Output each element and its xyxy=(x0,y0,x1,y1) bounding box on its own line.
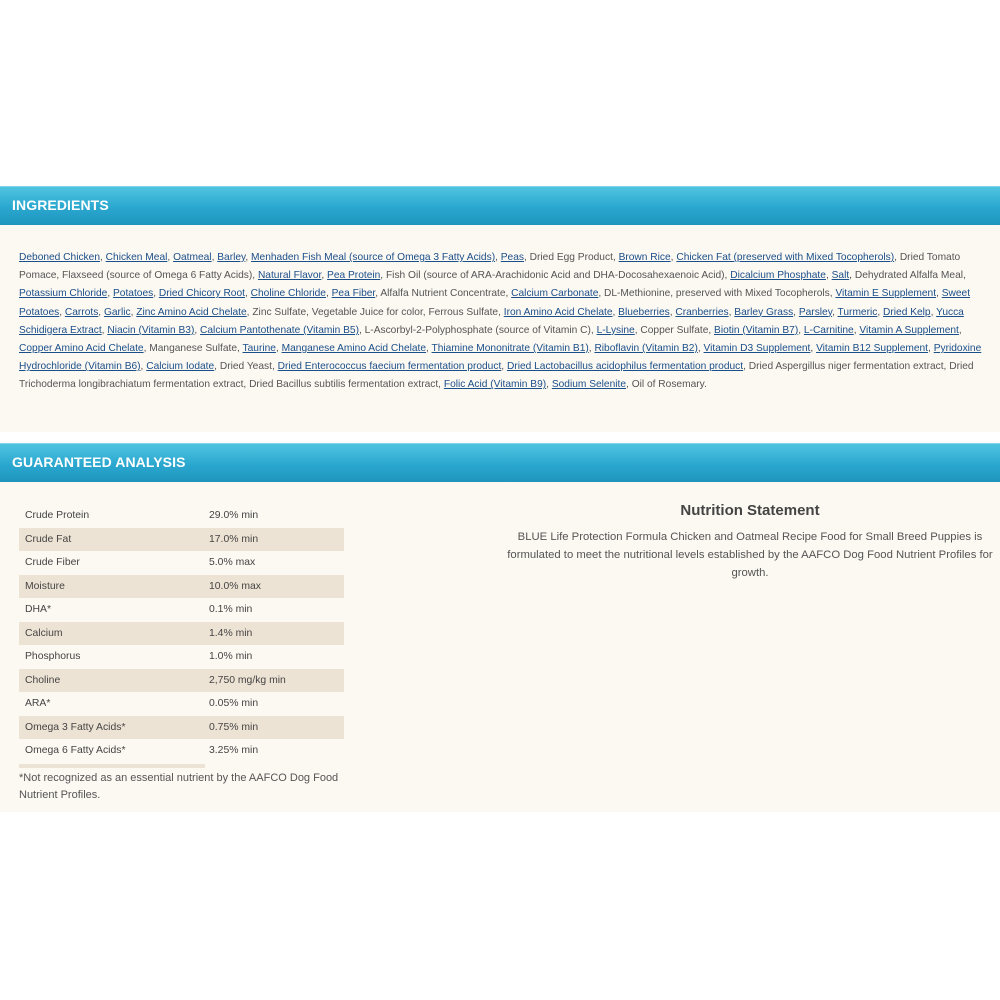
ingredient-link[interactable]: L-Lysine xyxy=(596,324,635,336)
nutrient-value: 0.75% min xyxy=(209,716,344,740)
table-row xyxy=(19,645,344,669)
table-row xyxy=(19,551,344,575)
guaranteed-analysis-header xyxy=(0,443,1000,482)
ingredient-link[interactable]: Zinc Amino Acid Chelate xyxy=(136,306,247,318)
nutrient-value: 3.25% min xyxy=(209,745,259,757)
nutrient-name: DHA* xyxy=(25,604,51,616)
ingredient-link[interactable]: Vitamin E Supplement xyxy=(835,288,937,300)
ingredient-link[interactable]: Salt xyxy=(831,270,850,282)
ingredient-text: , xyxy=(853,324,860,336)
ingredient-link[interactable]: Dicalcium Phosphate xyxy=(730,270,826,282)
ingredient-text: , xyxy=(275,343,282,355)
ingredient-link[interactable]: Chicken Fat (preserved with Mixed Tocopherols) xyxy=(676,252,895,263)
ingredient-text: , xyxy=(810,343,817,355)
ingredient-text: , xyxy=(321,270,328,282)
ingredient-link[interactable]: Dried Kelp xyxy=(883,306,931,318)
ingredient-text: , xyxy=(211,252,218,263)
ingredient-link[interactable]: Peas xyxy=(500,252,524,263)
ingredient-link[interactable]: Niacin (Vitamin B3) xyxy=(107,324,195,336)
ingredient-link[interactable]: Taurine xyxy=(242,343,276,355)
ingredient-link[interactable]: Garlic xyxy=(103,306,131,318)
ingredient-text: , Dehydrated Alfalfa Meal, xyxy=(849,270,966,282)
table-row xyxy=(19,669,344,693)
ingredient-text: , xyxy=(832,306,838,318)
nutrition-statement-title: Nutrition Statement xyxy=(680,502,820,519)
ingredient-link[interactable]: Iron Amino Acid Chelate xyxy=(503,306,613,318)
ingredient-text: , xyxy=(930,306,937,318)
ingredient-text: , xyxy=(501,361,507,373)
ingredient-link[interactable]: Vitamin B12 Supplement xyxy=(816,343,929,355)
ingredient-link[interactable]: Cranberries xyxy=(675,306,729,318)
nutrient-name: Omega 6 Fatty Acids* xyxy=(25,745,126,757)
ingredient-text: , xyxy=(728,306,735,318)
ingredient-link[interactable]: Parsley xyxy=(798,306,833,318)
ingredient-link[interactable]: Pea Protein xyxy=(327,270,381,282)
analysis-footnote: *Not recognized as an essential nutrient by the AAFCO Dog Food Nutrient Profiles. xyxy=(19,772,339,801)
ingredient-link[interactable]: Calcium Carbonate xyxy=(511,288,599,300)
nutrient-value: 2,750 mg/kg min xyxy=(209,669,344,693)
ingredient-link[interactable]: Potassium Chloride xyxy=(19,288,108,300)
ingredient-link[interactable]: Barley Grass xyxy=(734,306,794,318)
ingredient-text: , xyxy=(958,324,962,336)
ingredient-text: , xyxy=(546,379,552,391)
ingredient-text: , Alfalfa Nutrient Concentrate, xyxy=(375,288,512,300)
nutrient-value: 29.0% min xyxy=(209,510,259,522)
nutrient-value: 1.0% min xyxy=(209,651,253,663)
ingredient-text: , xyxy=(588,343,595,355)
analysis-table xyxy=(19,504,344,763)
ingredient-text: , xyxy=(101,324,108,336)
ingredient-link[interactable]: Biotin (Vitamin B7) xyxy=(714,324,799,336)
ingredient-text: , Dried Aspergillus niger fermentation extract, Dried Trichoderma longibrachiatum fermentation extract, Dried Bacillus subtilis fermentation extract, xyxy=(19,361,974,391)
ingredients-panel xyxy=(0,225,1000,432)
nutrient-name: Choline xyxy=(19,669,209,693)
ingredient-link[interactable]: L-Carnitine xyxy=(803,324,854,336)
ingredient-text: , xyxy=(697,343,704,355)
ingredient-link[interactable]: Yucca Schidigera Extract xyxy=(19,306,964,336)
ingredient-text: , xyxy=(194,324,201,336)
ingredient-link[interactable]: Chicken Meal xyxy=(105,252,168,263)
ingredient-text: , Zinc Sulfate, Vegetable Juice for color, Ferrous Sulfate, xyxy=(246,306,504,318)
ingredient-link[interactable]: Dried Lactobacillus acidophilus fermentation product xyxy=(506,361,744,373)
ingredient-text: , xyxy=(612,306,619,318)
ingredient-link[interactable]: Deboned Chicken xyxy=(19,252,100,263)
nutrient-value: 10.0% max xyxy=(209,575,344,599)
nutrient-value: 1.4% min xyxy=(209,622,344,646)
nutrient-name: Calcium xyxy=(19,622,209,646)
ingredient-text: , xyxy=(100,252,106,263)
ingredient-link[interactable]: Oatmeal xyxy=(173,252,212,263)
nutrition-statement-body: BLUE Life Protection Formula Chicken and Oatmeal Recipe Food for Small Breed Puppies is formulated to meet the nutritional levels established by the AAFCO Dog Food Nutrient Profiles for growth. xyxy=(507,531,993,579)
table-row xyxy=(19,692,344,716)
ingredient-link[interactable]: Potatoes xyxy=(113,288,154,300)
ingredient-link[interactable]: Calcium Iodate xyxy=(146,361,215,373)
ingredient-text: , Dried Yeast, xyxy=(214,361,278,373)
ingredient-text: , xyxy=(928,343,934,355)
table-row xyxy=(19,528,344,552)
ingredient-link[interactable]: Brown Rice xyxy=(618,252,671,263)
ingredient-text: , xyxy=(130,306,137,318)
ingredient-link[interactable]: Dried Enterococcus faecium fermentation product xyxy=(277,361,502,373)
ingredient-text: , xyxy=(167,252,174,263)
ingredient-link[interactable]: Manganese Amino Acid Chelate xyxy=(281,343,427,355)
nutrient-value: 0.1% min xyxy=(209,604,253,616)
ingredient-text: , Oil of Rosemary. xyxy=(626,379,707,391)
ingredients-header xyxy=(0,186,1000,225)
ingredient-link[interactable]: Pyridoxine Hydrochloride (Vitamin B6) xyxy=(19,343,982,373)
ingredient-link[interactable]: Turmeric xyxy=(837,306,878,318)
table-row xyxy=(19,716,344,740)
ingredient-link[interactable]: Riboflavin (Vitamin B2) xyxy=(594,343,698,355)
ingredient-link[interactable]: Dried Chicory Root xyxy=(158,288,245,300)
table-row xyxy=(19,622,344,646)
ingredient-text: , Copper Sulfate, xyxy=(634,324,715,336)
ingredient-link[interactable]: Sweet Potatoes xyxy=(19,288,971,318)
ingredient-link[interactable]: Folic Acid (Vitamin B9) xyxy=(443,379,547,391)
nutrient-name: Phosphorus xyxy=(25,651,81,663)
ingredient-text: , xyxy=(877,306,884,318)
ingredient-text: , xyxy=(793,306,799,318)
ingredient-text: , xyxy=(825,270,832,282)
nutrient-name: Moisture xyxy=(19,575,209,599)
ingredient-text: , DL-Methionine, preserved with Mixed Tocopherols, xyxy=(598,288,836,300)
ingredient-link[interactable]: Menhaden Fish Meal (source of Omega 3 Fatty Acids) xyxy=(251,252,496,263)
ingredient-link[interactable]: Vitamin D3 Supplement xyxy=(703,343,811,355)
ingredient-text: , L-Ascorbyl-2-Polyphosphate (source of Vitamin C), xyxy=(358,324,597,336)
ingredient-link[interactable]: Carrots xyxy=(64,306,99,318)
table-row xyxy=(19,575,344,599)
ingredient-link[interactable]: Vitamin A Supplement xyxy=(859,324,959,336)
ingredient-text: , xyxy=(107,288,114,300)
ingredient-text: , Dried Egg Product, xyxy=(524,252,619,263)
ingredient-text: , xyxy=(244,288,251,300)
nutrient-name: ARA* xyxy=(25,698,51,710)
ingredient-link[interactable]: Calcium Pantothenate (Vitamin B5) xyxy=(200,324,359,336)
table-row xyxy=(19,739,344,763)
ingredient-text: , Fish Oil (source of ARA-Arachidonic Acid and DHA-Docosahexaenoic Acid), xyxy=(380,270,731,282)
ingredient-text: , xyxy=(153,288,159,300)
guaranteed-analysis-title: GUARANTEED ANALYSIS xyxy=(12,454,186,470)
nutrient-value: 0.05% min xyxy=(209,698,259,710)
ingredient-text: , xyxy=(98,306,104,318)
ingredient-link[interactable]: Blueberries xyxy=(618,306,670,318)
nutrient-name: Crude Fiber xyxy=(25,557,80,569)
ingredient-text: , xyxy=(670,252,677,263)
nutrient-value: 5.0% max xyxy=(209,557,256,569)
nutrient-name: Omega 3 Fatty Acids* xyxy=(19,716,209,740)
nutrient-name: Crude Protein xyxy=(25,510,90,522)
ingredient-text: , xyxy=(245,252,252,263)
ingredient-text: , xyxy=(798,324,804,336)
ingredient-text: , xyxy=(426,343,432,355)
ingredient-link[interactable]: Copper Amino Acid Chelate xyxy=(19,343,144,355)
nutrient-value: 17.0% min xyxy=(209,528,344,552)
table-row xyxy=(19,504,344,528)
ingredient-text: , Manganese Sulfate, xyxy=(143,343,243,355)
table-row xyxy=(19,598,344,622)
ingredient-text: , xyxy=(325,288,332,300)
ingredient-text: , xyxy=(495,252,501,263)
ingredient-text: , xyxy=(59,306,65,318)
ingredient-link[interactable]: Sodium Selenite xyxy=(551,379,627,391)
nutrient-name: Crude Fat xyxy=(19,528,209,552)
ingredients-title: INGREDIENTS xyxy=(12,197,109,213)
ingredient-link[interactable]: Pea Fiber xyxy=(331,288,376,300)
ingredient-text: , Dried Tomato Pomace, Flaxseed (source of Omega 6 Fatty Acids), xyxy=(19,252,961,282)
ingredient-link[interactable]: Thiamine Mononitrate (Vitamin B1) xyxy=(431,343,589,355)
guaranteed-analysis-panel xyxy=(0,482,1000,812)
ingredient-link[interactable]: Barley xyxy=(217,252,246,263)
table-bottom-bar xyxy=(19,764,205,768)
ingredients-list xyxy=(19,249,995,395)
ingredient-text: , xyxy=(669,306,676,318)
ingredient-link[interactable]: Choline Chloride xyxy=(250,288,326,300)
ingredient-text: , xyxy=(936,288,942,300)
ingredient-text: , xyxy=(140,361,147,373)
ingredient-link[interactable]: Natural Flavor xyxy=(257,270,322,282)
